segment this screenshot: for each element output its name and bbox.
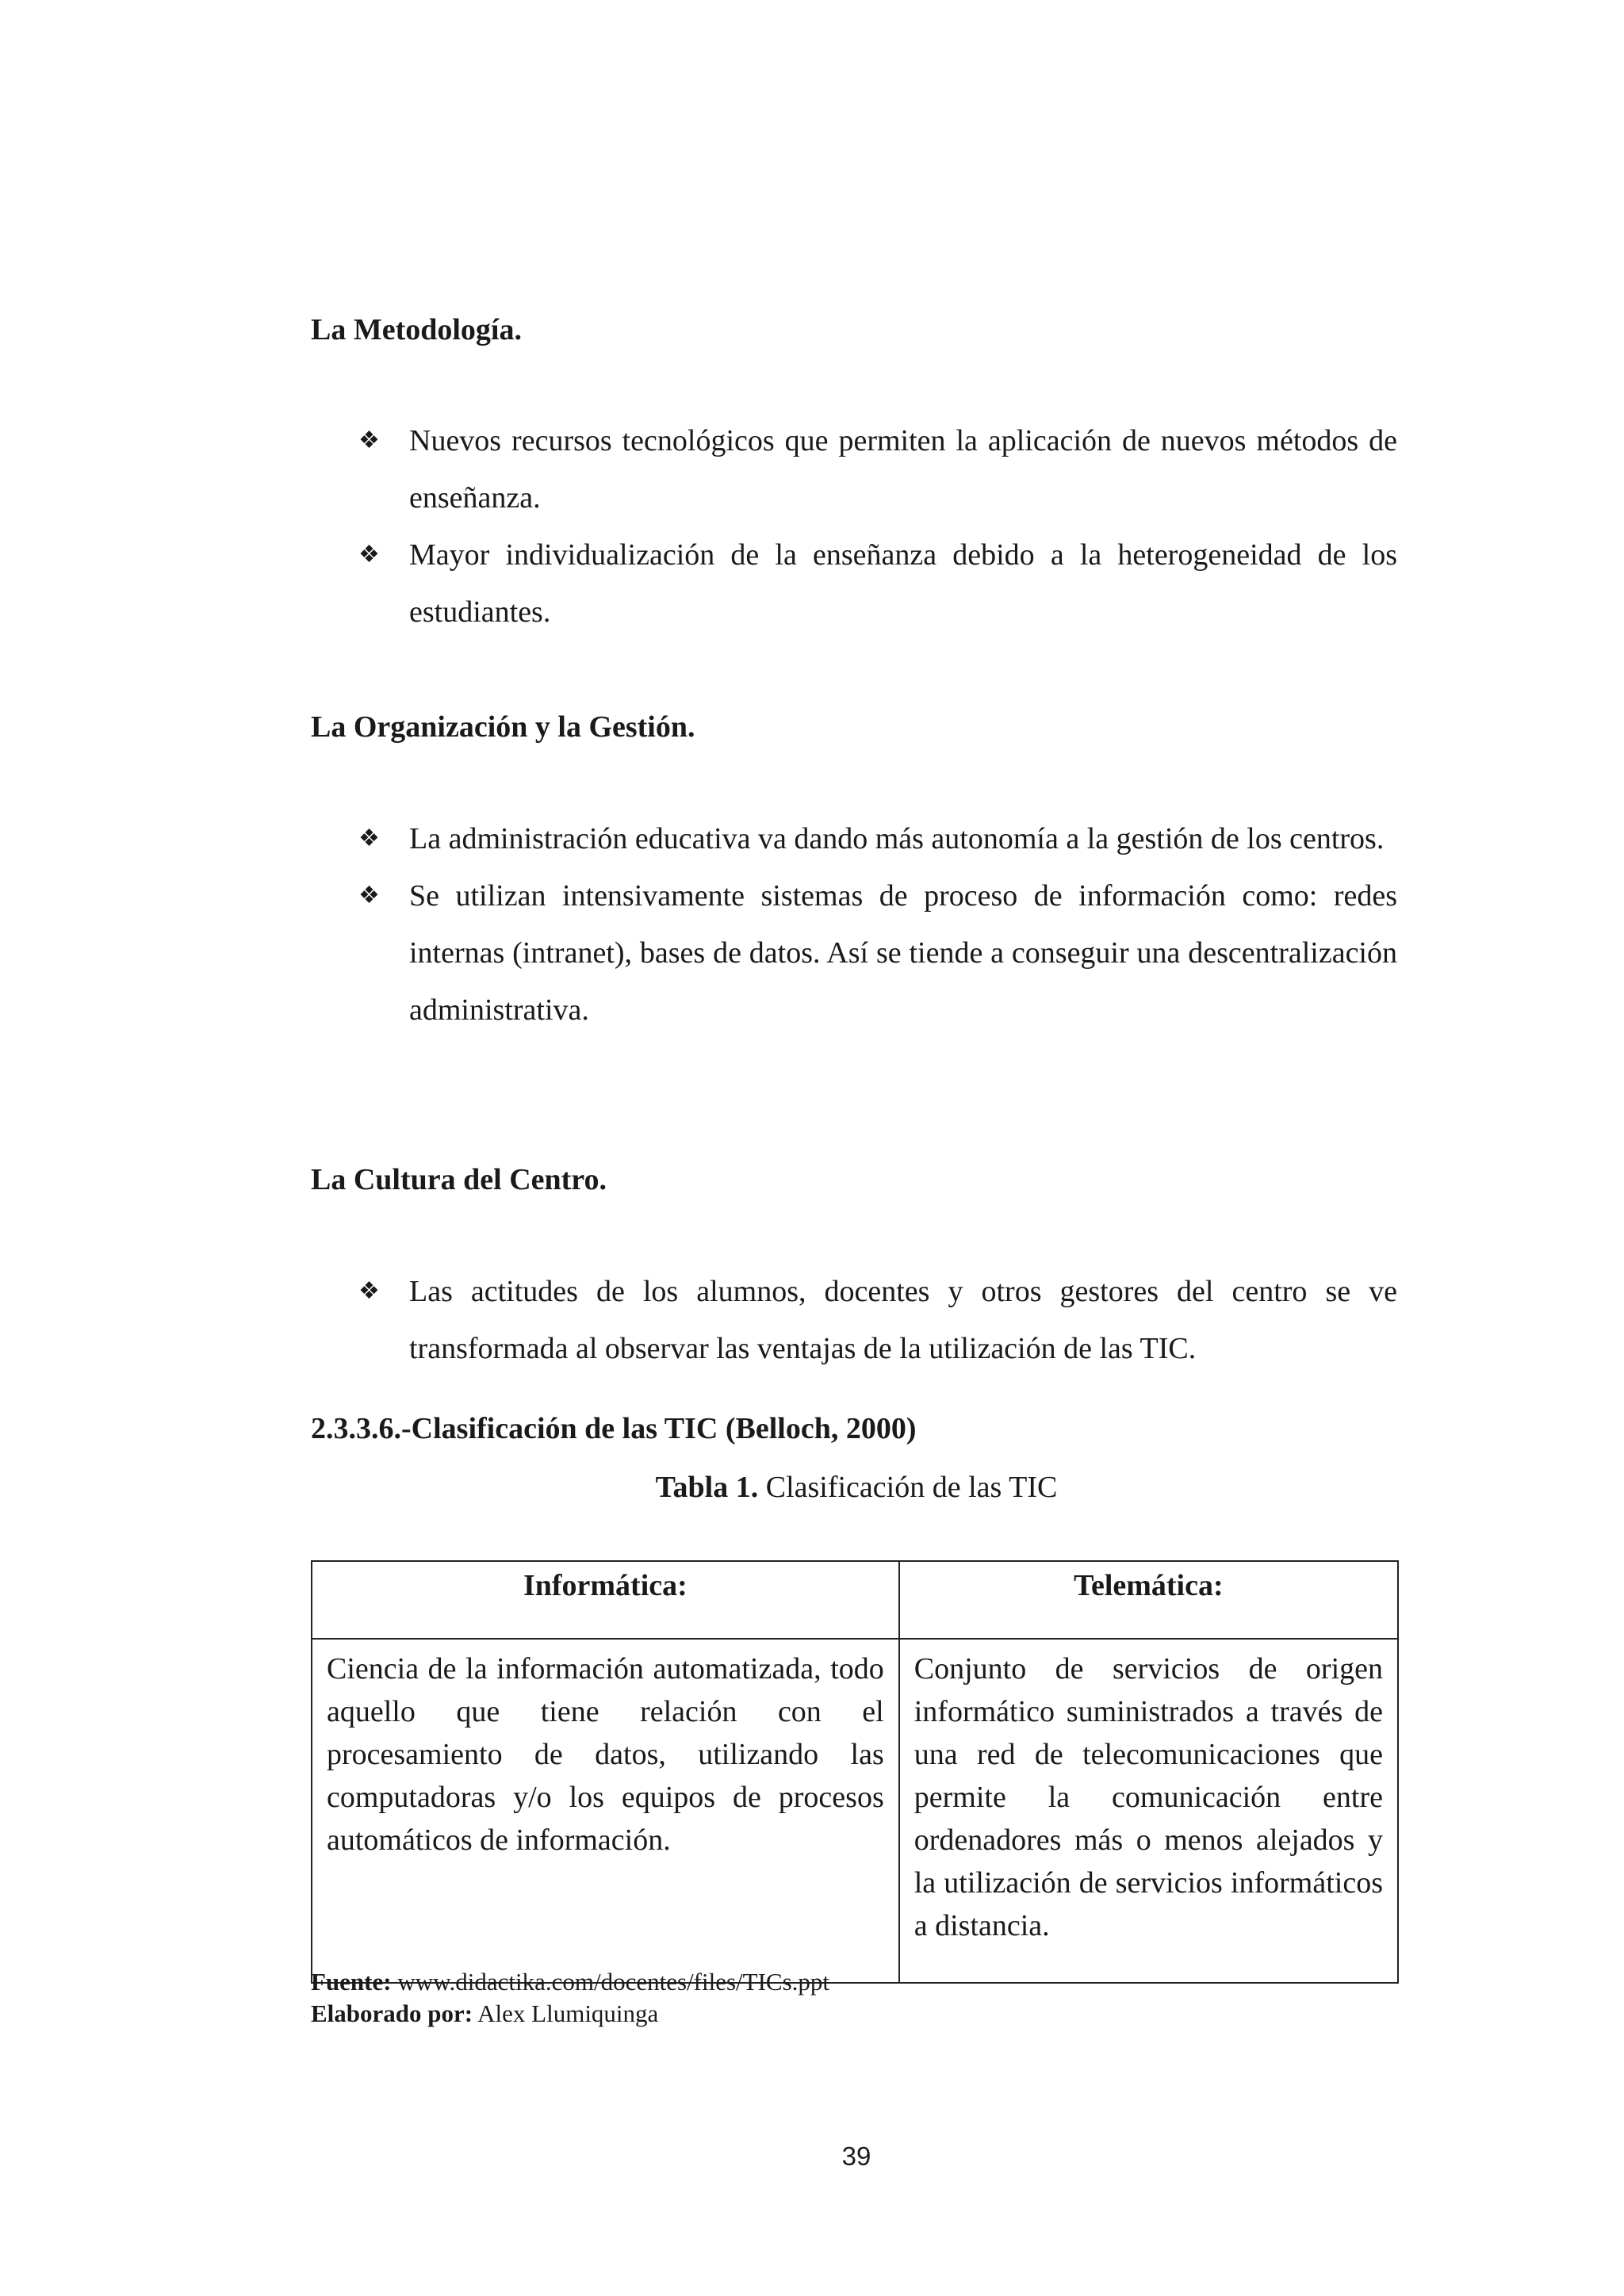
bullet-item [358,412,1397,526]
page-number: 39 [841,2141,871,2171]
bullet-list-metodologia [358,412,1397,641]
table-cell-informatica: Ciencia de la información automatizada, todo aquello que tiene relación con el procesamiento de datos, utilizando las computadoras y/o los equipos de procesos automáticos de información. [312,1639,899,1983]
diamond-bullet-icon: ❖ [358,825,380,851]
bullet-list-organizacion [358,810,1397,1039]
bullet-text: Se utilizan intensivamente sistemas de proceso de información como: redes internas (intranet), bases de datos. Así se tiende a conseguir una descentralización administrativa. [409,879,1397,1027]
table-header-informatica: Informática: [312,1561,899,1639]
bullet-item [358,867,1397,1039]
bullet-text: Las actitudes de los alumnos, docentes y otros gestores del centro se ve transformada al observar las ventajas de la utilización de las TIC. [409,1275,1397,1365]
section-heading-cultura: La Cultura del Centro. [311,1163,607,1196]
source-value: www.didactika.com/docentes/files/TICs.ppt [391,1968,830,1996]
source-note [311,1966,829,1998]
section-heading-metodologia: La Metodología. [311,313,522,346]
prepared-by-label: Elaborado por: [311,1999,473,2027]
table-header-row [312,1561,1398,1639]
prepared-by-value: Alex Llumiquinga [473,1999,659,2027]
prepared-by-note [311,1998,658,2030]
bullet-text: Nuevos recursos tecnológicos que permiten la aplicación de nuevos métodos de enseñanza. [409,424,1397,515]
table-row [312,1639,1398,1983]
table-caption-text: Clasificación de las TIC [758,1471,1058,1504]
bullet-list-cultura [358,1263,1397,1377]
bullet-item [358,810,1397,867]
diamond-bullet-icon: ❖ [358,882,380,909]
table-header-telematica: Telemática: [899,1561,1398,1639]
table-caption [0,1468,1624,1506]
bullet-text: Mayor individualización de la enseñanza debido a la heterogeneidad de los estudiantes. [409,538,1397,629]
diamond-bullet-icon: ❖ [358,541,380,568]
table-cell-telematica: Conjunto de servicios de origen informático suministrados a través de una red de telecomunicaciones que permite la comunicación entre ordenadores más o menos alejados y la utilización de servicios informáticos a distancia. [899,1639,1398,1983]
bullet-text: La administración educativa va dando más autonomía a la gestión de los centros. [409,822,1385,855]
subsection-heading: 2.3.3.6.-Clasificación de las TIC (Belloch, 2000) [311,1412,917,1445]
diamond-bullet-icon: ❖ [358,427,380,453]
bullet-item [358,1263,1397,1377]
diamond-bullet-icon: ❖ [358,1278,380,1304]
classification-table [311,1560,1399,1984]
section-heading-organizacion: La Organización y la Gestión. [311,710,695,744]
source-label: Fuente: [311,1968,392,1996]
bullet-item [358,526,1397,641]
table-caption-label: Tabla 1. [655,1471,759,1504]
